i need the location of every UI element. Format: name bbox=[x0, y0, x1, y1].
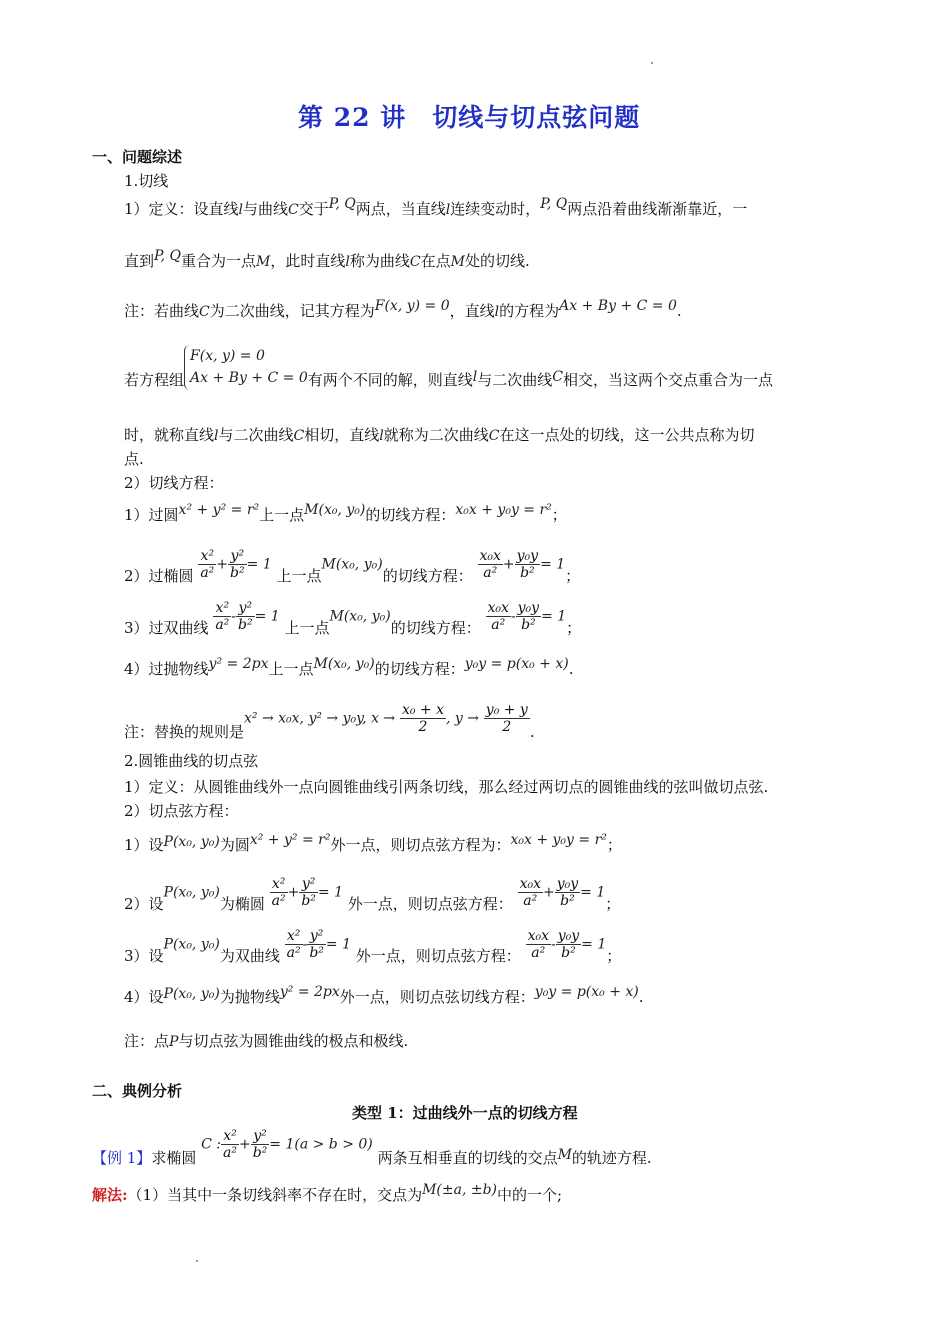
type-heading: 类型 1：过曲线外一点的切线方程 bbox=[352, 1104, 578, 1122]
paragraph: 直到P, Q重合为一点M，此时直线l称为曲线C在点M处的切线. bbox=[124, 248, 530, 270]
formula-line: 4）设P(x₀, y₀)为抛物线y² = 2px外一点，则切点弦切线方程：y₀y = p(x₀ + x). bbox=[124, 984, 644, 1006]
formula-line: 1）设P(x₀, y₀)为圆x² + y² = r²外一点，则切点弦方程为：x₀x + y₀y = r²； bbox=[124, 832, 622, 854]
formula-line: 1）过圆x² + y² = r²上一点M(x₀, y₀)的切线方程：x₀x + y₀y = r²； bbox=[124, 502, 567, 524]
page-title: 第 22 讲 切线与切点弦问题 bbox=[298, 103, 641, 132]
section-heading: 二、典例分析 bbox=[92, 1082, 183, 1100]
formula-line: 3）过双曲线 $\frac{\text{x²}}{\text{a²}}$ - $\frac{\text{y²}}{\text{b²}}$ = 1 上一点M(x₀, y₀)的切线方程： $\frac{\text{x₀x}}{\text{a²}}$ - $\frac{\text{y₀y}}{\text{b²}}$ = 1； bbox=[124, 600, 582, 637]
paragraph: 注：点P与切点弦为圆锥曲线的极点和极线. bbox=[124, 1032, 409, 1050]
formula-line: 4）过抛物线y² = 2px上一点M(x₀, y₀)的切线方程：y₀y = p(x₀ + x). bbox=[124, 656, 574, 678]
equation-system: F(x, y) = 0 Ax + By + C = 0 bbox=[184, 345, 308, 390]
paragraph: 注：若曲线C为二次曲线，记其方程为F(x, y) = 0，直线l的方程为Ax + By + C = 0. bbox=[124, 298, 682, 320]
paragraph: 1）定义：设直线l与曲线C交于P, Q两点，当直线l连续变动时，P, Q两点沿着曲线渐渐靠近，一 bbox=[124, 196, 748, 218]
paragraph: 若方程组 F(x, y) = 0 Ax + By + C = 0 有两个不同的解，则直线l与二次曲线C相交，当这两个交点重合为一点 bbox=[124, 345, 773, 390]
formula-line: 2）过椭圆 $\frac{\text{x²}}{\text{a²}}$ + $\frac{\text{y²}}{\text{b²}}$ = 1 上一点M(x₀, y₀)的切线方程： $\frac{\text{x₀x}}{\text{a²}}$ + $\frac{\text{y₀y}}{\text{b²}}$ = 1； bbox=[124, 548, 581, 585]
paragraph: 点. bbox=[124, 450, 144, 468]
subheading: 2.圆锥曲线的切点弦 bbox=[124, 752, 259, 770]
section-heading: 一、问题综述 bbox=[92, 148, 183, 166]
page-dot bbox=[196, 1260, 198, 1262]
formula-line: 注：替换的规则是x² → x₀x, y² → y₀y, x → $\frac{\text{x₀ + x}}{2}$ , y → $\frac{\text{y₀ + y}}{2}$ . bbox=[124, 702, 535, 741]
paragraph: 时，就称直线l与二次曲线C相切，直线l就称为二次曲线C在这一点处的切线，这一公共点称为切 bbox=[124, 426, 755, 444]
example-line: 【例 1】求椭圆 C : $\frac{\text{x²}}{\text{a²}}$ + $\frac{\text{y²}}{\text{b²}}$ = 1(a > b > 0) 两条互相垂直的切线的交点M的轨迹方程. bbox=[92, 1128, 652, 1167]
paragraph: 2）切点弦方程： bbox=[124, 802, 239, 820]
paragraph: 1）定义：从圆锥曲线外一点向圆锥曲线引两条切线，那么经过两切点的圆锥曲线的弦叫做切点弦. bbox=[124, 778, 769, 796]
formula-line: 3）设P(x₀, y₀)为双曲线 $\frac{\text{x²}}{\text{a²}}$ - $\frac{\text{y²}}{\text{b²}}$ = 1 外一点，则切点弦方程： $\frac{\text{x₀x}}{\text{a²}}$ - $\frac{\text{y₀y}}{\text{b²}}$ = 1； bbox=[124, 928, 622, 965]
formula-line: 2）设P(x₀, y₀)为椭圆 $\frac{\text{x²}}{\text{a²}}$ + $\frac{\text{y²}}{\text{b²}}$ = 1 外一点，则切点弦方程： $\frac{\text{x₀x}}{\text{a²}}$ + $\frac{\text{y₀y}}{\text{b²}}$ = 1； bbox=[124, 876, 621, 913]
example-label: 【例 1】 bbox=[92, 1148, 152, 1167]
page-dot bbox=[651, 62, 653, 64]
solution-line: 解法:（1）当其中一条切线斜率不存在时，交点为M(±a, ±b)中的一个; bbox=[92, 1182, 563, 1204]
subheading: 1.切线 bbox=[124, 172, 169, 190]
solution-label: 解法: bbox=[92, 1186, 128, 1204]
paragraph: 2）切线方程： bbox=[124, 474, 224, 492]
